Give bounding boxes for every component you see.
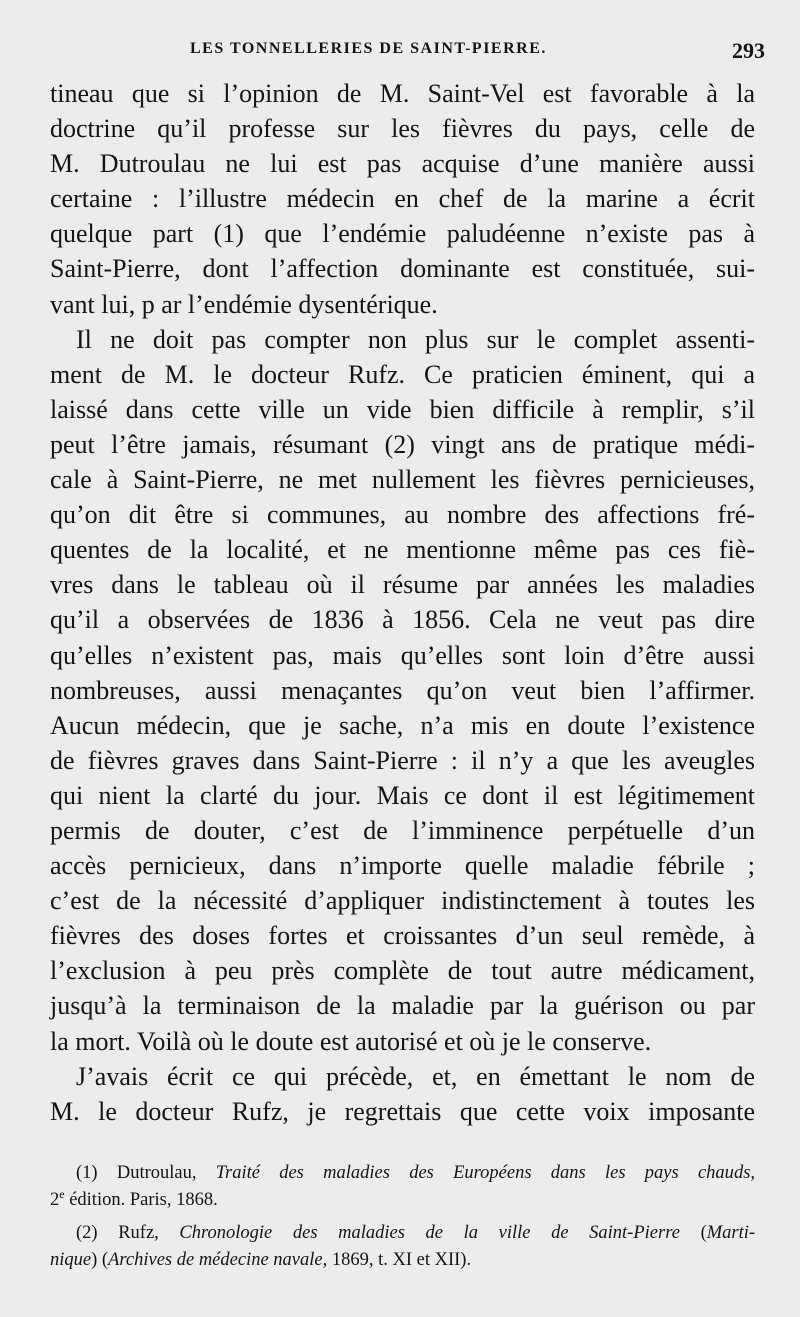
footnotes bbox=[50, 1160, 755, 1274]
text-line: de fièvres graves dans Saint-Pierre : il n’y a que les aveugles bbox=[50, 745, 755, 775]
text-line: jusqu’à la terminaison de la maladie par la guérison ou par bbox=[50, 991, 755, 1021]
body-text bbox=[50, 76, 755, 1129]
text-line: vres dans le tableau où il résume par années les maladies bbox=[50, 570, 755, 600]
text-line: quelque part (1) que l’endémie paludéenne n’existe pas à bbox=[50, 219, 755, 249]
footnote-title: Traité des maladies des Européens dans les pays chauds, bbox=[215, 1163, 756, 1183]
text-line: Saint-Pierre, dont l’affection dominante est constituée, sui- bbox=[50, 254, 755, 284]
text-line: fièvres des doses fortes et croissantes d’un seul remède, à bbox=[50, 921, 755, 951]
text-line: quentes de la localité, et ne mentionne même pas ces fiè- bbox=[50, 535, 755, 565]
text-line: Aucun médecin, que je sache, n’a mis en doute l’existence bbox=[50, 710, 755, 740]
text-line: l’exclusion à peu près complète de tout autre médicament, bbox=[50, 956, 755, 986]
footnote-author: Dutroulau, bbox=[116, 1163, 197, 1183]
footnote-marker: (1) bbox=[76, 1163, 98, 1183]
text-line: qu’il a observées de 1836 à 1856. Cela ne veut pas dire bbox=[50, 605, 755, 635]
text-line: cale à Saint-Pierre, ne met nullement les fièvres pernicieuses, bbox=[50, 465, 755, 495]
footnote-1 bbox=[50, 1160, 755, 1187]
text-line: ment de M. le docteur Rufz. Ce praticien éminent, qui a bbox=[50, 359, 755, 389]
page-number: 293 bbox=[732, 38, 765, 63]
text-line: permis de douter, c’est de l’imminence perpétuelle d’un bbox=[50, 815, 755, 845]
footnote-1-continued: 2e édition. Paris, 1868. bbox=[50, 1186, 218, 1210]
text-line: peut l’être jamais, résumant (2) vingt ans de pratique médi- bbox=[50, 429, 755, 459]
text-line: qu’elles n’existent pas, mais qu’elles sont loin d’être aussi bbox=[50, 640, 755, 670]
text-line: accès pernicieux, dans n’importe quelle maladie fébrile ; bbox=[50, 851, 755, 881]
text-line: qu’on dit être si communes, au nombre des affections fré- bbox=[50, 500, 755, 530]
footnote-title: Chronologie des maladies de la ville de Saint-Pierre bbox=[179, 1223, 680, 1243]
text-line: nombreuses, aussi menaçantes qu’on veut bien l’affirmer. bbox=[50, 675, 755, 705]
text-line: tineau que si l’opinion de M. Saint-Vel est favorable à la bbox=[50, 79, 755, 108]
text-line: J’avais écrit ce qui précède, et, en émettant le nom de bbox=[76, 1061, 755, 1091]
text-line: vant lui, p ar l’endémie dysentérique. bbox=[50, 289, 438, 319]
footnote-2-continued: nique) (Archives de médecine navale, 1869, t. XI et XII). bbox=[50, 1250, 472, 1270]
text-line: c’est de la nécessité d’appliquer indistinctement à toutes les bbox=[50, 886, 755, 916]
footnote-journal: Archives de médecine navale, bbox=[108, 1250, 328, 1270]
footnote-2: (2) Rufz, Chronologie des maladies de la ville de Saint-Pierre (Marti- bbox=[76, 1223, 756, 1243]
text-line: doctrine qu’il professe sur les fièvres du pays, celle de bbox=[50, 114, 755, 144]
text-line: qui nient la clarté du jour. Mais ce dont il est légitimement bbox=[50, 780, 755, 810]
text-line: la mort. Voilà où le doute est autorisé et où je le conserve. bbox=[50, 1026, 652, 1056]
text-line: laissé dans cette ville un vide bien difficile à remplir, s’il bbox=[50, 394, 755, 424]
text-line: certaine : l’illustre médecin en chef de la marine a écrit bbox=[50, 184, 755, 214]
text-line: M. le docteur Rufz, je regrettais que cette voix imposante bbox=[50, 1096, 755, 1126]
text-line: Il ne doit pas compter non plus sur le complet assenti- bbox=[76, 324, 755, 354]
footnote-author: Rufz, bbox=[118, 1223, 159, 1243]
text-line: M. Dutroulau ne lui est pas acquise d’une manière aussi bbox=[50, 149, 755, 179]
footnote-marker: (2) bbox=[76, 1223, 98, 1243]
running-head: LES TONNELLERIES DE SAINT-PIERRE. bbox=[190, 40, 547, 57]
